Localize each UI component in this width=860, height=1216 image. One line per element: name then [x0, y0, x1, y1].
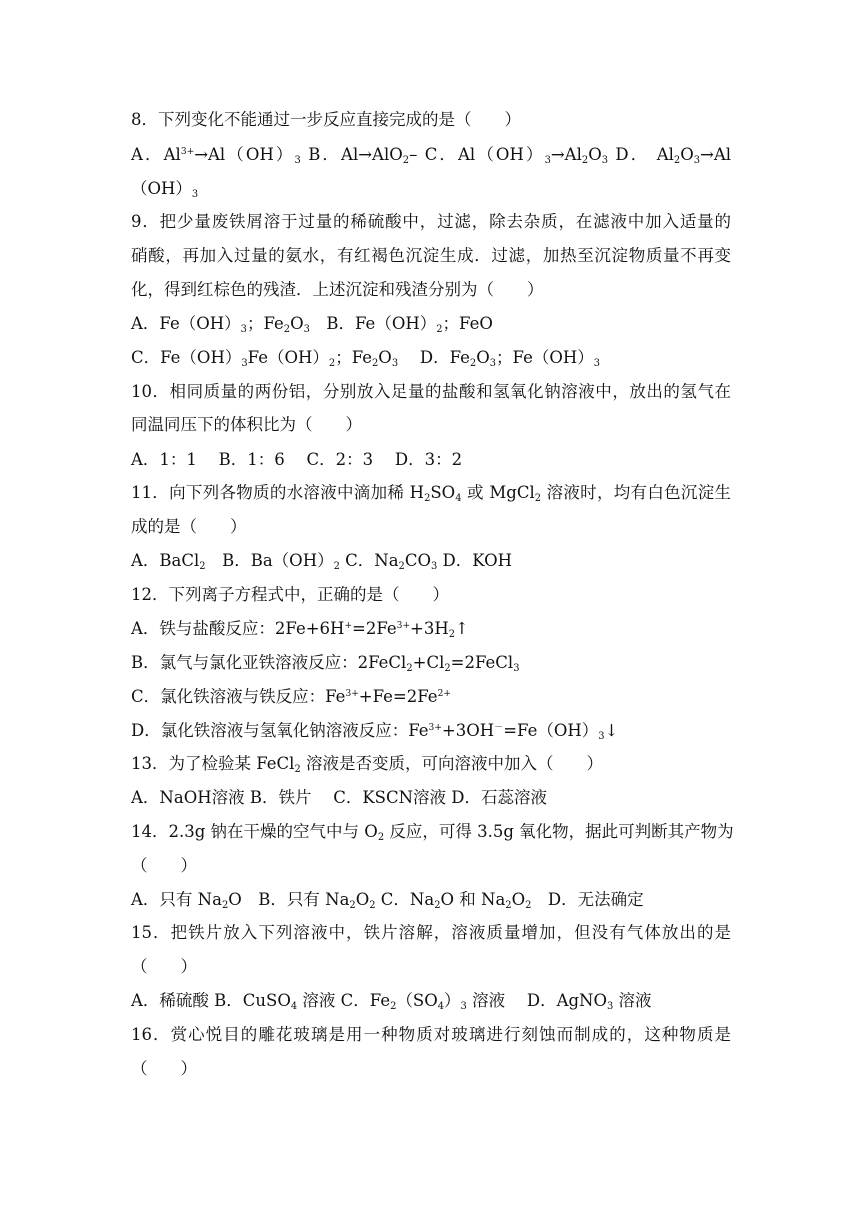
question-10-options: A．1：1 B．1：6 C．2：3 D．3：2 [131, 450, 463, 469]
question-9-stem-line2: 硝酸，再加入过量的氨水，有红褐色沉淀生成．过滤，加热至沉淀物质量不再变 [131, 246, 731, 265]
question-9-options-line2: C．$Fe(OH)_3Fe(OH)_2$；$Fe_2O_3$ D．$Fe_2O_3$；$Fe(OH)_3$ [131, 348, 601, 369]
question-15-stem: 15．把铁片放入下列溶液中，铁片溶解，溶液质量增加，但没有气体放出的是 [131, 923, 731, 942]
question-8-stem: 8．下列变化不能通过一步反应直接完成的是（ ） [131, 110, 521, 129]
question-13-options: A．NaOH溶液 B．铁片 C．KSCN溶液 D．石蕊溶液 [131, 788, 548, 807]
question-16-stem: 16．赏心悦目的雕花玻璃是用一种物质对玻璃进行刻蚀而制成的，这种物质是 [131, 1025, 731, 1044]
question-9-options: A．$Fe(OH)_3$；$Fe_2O_3$ B．$Fe(OH)_2$；FeO [131, 314, 493, 335]
question-12-option-c: C．氯化铁溶液与铁反应：$Fe^{3+}+Fe=2Fe^{2+}$ [131, 687, 451, 706]
question-11-stem-line2: 成的是（ ） [131, 517, 247, 536]
question-15-options: A．稀硫酸 B．CuSO$_4$ 溶液 C．$Fe_2(SO_4)_3$ 溶液 D．AgNO$_3$ 溶液 [131, 991, 652, 1012]
question-9-stem: 9．把少量废铁屑溶于过量的稀硫酸中，过滤，除去杂质，在滤液中加入适量的 [131, 212, 731, 231]
question-12-option-d: D．氯化铁溶液与氢氧化钠溶液反应：$Fe^{3+}+3OH^-=Fe(OH)_3↓$ [131, 721, 619, 742]
question-10-stem-line2: 同温同压下的体积比为（ ） [131, 415, 362, 434]
question-11-options: A．BaCl$_2$ B．$Ba(OH)_2$ C．$Na_2CO_3$ D．KOH [131, 551, 513, 572]
question-12-option-a: A．铁与盐酸反应：$2Fe+6H^+=2Fe^{3+}+3H_2↑$ [131, 619, 469, 640]
question-9-stem-line3: 化，得到红棕色的残渣．上述沉淀和残渣分别为（ ） [131, 280, 544, 299]
question-8-options-cont: $(OH)_3$ [131, 179, 199, 200]
question-14-stem-line2: （ ） [131, 856, 197, 875]
question-14-stem: 14．2.3g 钠在干燥的空气中与 $O_2$ 反应，可得 3.5g 氧化物，据此可判断其产物为 [131, 822, 734, 843]
question-13-stem: 13．为了检验某 FeCl$_2$ 溶液是否变质，可向溶液中加入（ ） [131, 754, 603, 775]
question-11-stem: 11．向下列各物质的水溶液中滴加稀 $H_2SO_4$ 或 MgCl$_2$ 溶液时，均有白色沉淀生 [131, 483, 731, 504]
question-12-stem: 12．下列离子方程式中，正确的是（ ） [131, 585, 449, 604]
question-14-options: A．只有 $Na_2O$ B．只有 $Na_2O_2$ C．$Na_2O$ 和 $Na_2O_2$ D．无法确定 [131, 890, 644, 911]
question-12-option-b: B．氯气与氯化亚铁溶液反应：$2FeCl_2+Cl_2=2FeCl_3$ [131, 653, 520, 674]
question-16-stem-line2: （ ） [131, 1059, 197, 1078]
question-8-options: A．$Al^{3+}\to Al(OH)_3$ B．Al→AlO$_2$– C．$Al(OH)_3\to Al_2O_3$ D． $Al_2O_3\to Al$ [131, 145, 732, 166]
question-15-stem-line2: （ ） [131, 957, 197, 976]
question-10-stem: 10．相同质量的两份铝，分别放入足量的盐酸和氢氧化钠溶液中，放出的氢气在 [131, 382, 731, 401]
